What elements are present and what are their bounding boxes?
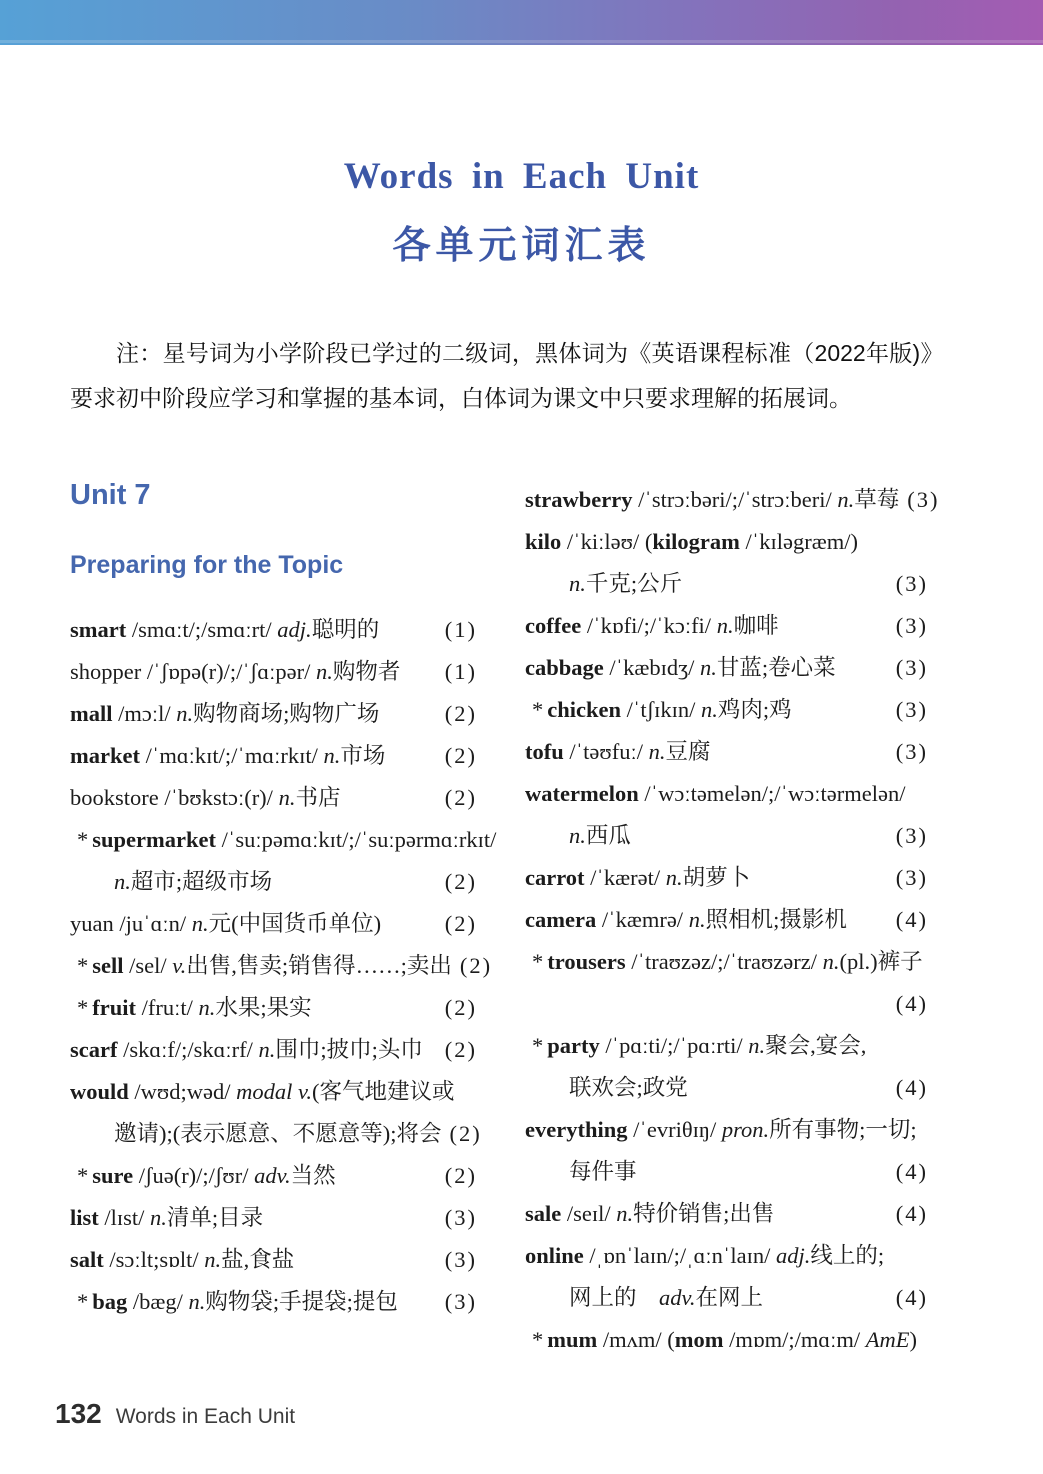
unit-page-ref: (3) — [895, 655, 928, 680]
unit-page-ref: (2) — [444, 743, 477, 768]
page-header-gradient-bar — [0, 0, 1043, 45]
page-title-block — [0, 155, 1043, 269]
unit-page-ref: (4) — [895, 1075, 928, 1100]
vocab-entry-line — [70, 693, 477, 735]
unit-page-ref: (3) — [895, 739, 928, 764]
vocab-entry-line — [525, 563, 928, 605]
vocab-entry-line — [70, 861, 477, 903]
vocab-entry-text: would /wʊd;wəd/ modal v.(客气地建议或 — [70, 1079, 455, 1104]
vocab-entry-text: * sure /ʃuə(r)/;/ʃʊr/ adv.当然 — [77, 1163, 336, 1188]
star-marker: * — [77, 1163, 89, 1188]
vocab-entry-line — [525, 899, 928, 941]
vocab-entry-text: list /lɪst/ n.清单;目录 — [70, 1205, 264, 1230]
star-marker: * — [532, 1033, 544, 1058]
unit-page-ref: (3) — [895, 571, 928, 596]
page-title-english: Words in Each Unit — [343, 156, 700, 197]
vocab-entry-line — [70, 1113, 482, 1155]
vocab-entry-text: 联欢会;政党 — [569, 1075, 688, 1100]
vocab-entry-line — [525, 605, 928, 647]
unit-page-ref: (2) — [449, 1121, 482, 1146]
vocab-column-left — [70, 609, 497, 1323]
unit-page-ref: (4) — [895, 1159, 928, 1184]
vocab-entry-line — [70, 819, 497, 861]
vocab-entry-text: salt /sɔːlt;sɒlt/ n.盐,食盐 — [70, 1247, 295, 1272]
vocab-entry-line — [70, 1029, 477, 1071]
vocab-column-left-wrap — [70, 479, 497, 1361]
vocab-entry-text: carrot /ˈkærət/ n.胡萝卜 — [525, 865, 751, 890]
unit-page-ref: (2) — [444, 1037, 477, 1062]
vocab-entry-text: n.超市;超级市场 — [114, 869, 273, 894]
vocab-entry-line — [525, 1319, 928, 1361]
vocab-entry-text: everything /ˈevriθɪŋ/ pron.所有事物;一切; — [525, 1117, 917, 1142]
unit-page-ref: (3) — [444, 1289, 477, 1314]
vocab-columns — [70, 479, 1043, 1361]
vocab-entry-line — [70, 987, 477, 1029]
vocab-entry-text: 网上的 adv.在网上 — [569, 1285, 763, 1310]
unit-page-ref: (3) — [444, 1247, 477, 1272]
vocab-entry-line — [70, 651, 477, 693]
unit-page-ref: (3) — [895, 823, 928, 848]
unit-page-ref: (3) — [444, 1205, 477, 1230]
vocab-entry-text: 每件事 — [569, 1159, 637, 1184]
page-footer — [55, 1398, 295, 1430]
star-marker: * — [77, 827, 89, 852]
vocab-entry-line — [525, 941, 928, 983]
vocab-entry-text: * mum /mʌm/ (mom /mɒm/;/mɑːm/ AmE) — [532, 1327, 918, 1352]
unit-page-ref: (3) — [895, 865, 928, 890]
vocab-entry-text: cabbage /ˈkæbɪdʒ/ n.甘蓝;卷心菜 — [525, 655, 836, 680]
page-title-chinese: 各单元词汇表 — [392, 225, 651, 267]
vocab-entry-line — [70, 903, 477, 945]
vocab-entry-text: online /ˌɒnˈlaɪn/;/ˌɑːnˈlaɪn/ adj.线上的; — [525, 1243, 885, 1268]
unit-page-ref: (1) — [444, 617, 477, 642]
section-heading: Preparing for the Topic — [70, 551, 344, 579]
star-marker: * — [532, 697, 544, 722]
vocab-entry-text: camera /ˈkæmrə/ n.照相机;摄影机 — [525, 907, 847, 932]
vocab-entry-text: * fruit /fruːt/ n.水果;果实 — [77, 995, 312, 1020]
vocab-entry-line — [525, 773, 928, 815]
vocab-entry-text: smart /smɑːt/;/smɑːrt/ adj.聪明的 — [70, 617, 380, 642]
vocab-entry-text: yuan /juˈɑːn/ n.元(中国货币单位) — [70, 911, 382, 936]
vocab-entry-text: market /ˈmɑːkɪt/;/ˈmɑːrkɪt/ n.市场 — [70, 743, 386, 768]
vocab-entry-line — [525, 1235, 928, 1277]
vocab-entry-line — [525, 857, 928, 899]
vocab-entry-text: mall /mɔːl/ n.购物商场;购物广场 — [70, 701, 380, 726]
vocab-entry-line — [525, 1109, 928, 1151]
page-number: 132 — [55, 1398, 102, 1429]
vocab-entry-line — [70, 609, 477, 651]
vocab-entry-line — [525, 731, 928, 773]
vocab-entry-text: * supermarket /ˈsuːpəmɑːkɪt/;/ˈsuːpərmɑːrkɪt/ — [77, 827, 497, 852]
footer-label: Words in Each Unit — [115, 1405, 296, 1428]
star-marker: * — [532, 1327, 544, 1352]
vocab-entry-line — [70, 945, 493, 987]
star-marker: * — [77, 1289, 89, 1314]
vocab-entry-line — [525, 983, 928, 1025]
vocab-entry-line — [525, 521, 928, 563]
unit-page-ref: (2) — [444, 1163, 477, 1188]
unit-page-ref: (4) — [895, 991, 928, 1016]
vocab-column-right — [525, 479, 940, 1361]
vocab-column-right-wrap — [525, 479, 940, 1361]
vocab-entry-line — [525, 647, 928, 689]
vocab-entry-line — [525, 479, 940, 521]
star-marker: * — [77, 953, 89, 978]
unit-page-ref: (4) — [895, 907, 928, 932]
vocab-entry-line — [525, 1025, 928, 1067]
vocab-entry-line — [525, 815, 928, 857]
unit-page-ref: (3) — [895, 697, 928, 722]
legend-note: 注：星号词为小学阶段已学过的二级词，黑体词为《英语课程标准（2022年版)》要求初中阶段应学习和掌握的基本词，白体词为课文中只要求理解的拓展词。 — [70, 340, 932, 411]
unit-page-ref: (3) — [907, 487, 940, 512]
unit-page-ref: (2) — [444, 701, 477, 726]
vocab-entry-line — [70, 1197, 477, 1239]
vocab-entry-text: scarf /skɑːf/;/skɑːrf/ n.围巾;披巾;头巾 — [70, 1037, 423, 1062]
vocab-entry-text: * bag /bæg/ n.购物袋;手提袋;提包 — [77, 1289, 398, 1314]
unit-page-ref: (2) — [444, 869, 477, 894]
vocab-entry-text: * trousers /ˈtraʊzəz/;/ˈtraʊzərz/ n.(pl.)裤子 — [532, 949, 923, 974]
vocab-entry-text: 邀请);(表示愿意、不愿意等);将会 — [114, 1121, 442, 1146]
vocab-entry-line — [525, 1277, 928, 1319]
vocab-entry-line — [525, 1151, 928, 1193]
vocab-entry-line — [525, 689, 928, 731]
vocab-entry-text: bookstore /ˈbʊkstɔː(r)/ n.书店 — [70, 785, 341, 810]
vocab-entry-line — [525, 1067, 928, 1109]
vocab-entry-text: coffee /ˈkɒfi/;/ˈkɔːfi/ n.咖啡 — [525, 613, 779, 638]
vocab-entry-line — [70, 1071, 477, 1113]
vocab-entry-text: tofu /ˈtəʊfuː/ n.豆腐 — [525, 739, 711, 764]
vocab-entry-text: watermelon /ˈwɔːtəmelən/;/ˈwɔːtərmelən/ — [525, 781, 906, 806]
unit-page-ref: (2) — [444, 785, 477, 810]
vocab-entry-text: * sell /sel/ v.出售,售卖;销售得……;卖出 — [77, 953, 452, 978]
vocab-entry-text: n.千克;公斤 — [569, 571, 683, 596]
unit-page-ref: (2) — [444, 911, 477, 936]
vocab-entry-text: shopper /ˈʃɒpə(r)/;/ˈʃɑːpər/ n.购物者 — [70, 659, 401, 684]
unit-heading: Unit 7 — [70, 479, 151, 511]
unit-page-ref: (1) — [444, 659, 477, 684]
unit-page-ref: (2) — [444, 995, 477, 1020]
vocab-entry-line — [70, 1239, 477, 1281]
star-marker: * — [532, 949, 544, 974]
unit-page-ref: (4) — [895, 1285, 928, 1310]
vocab-entry-text: * party /ˈpɑːti/;/ˈpɑːrti/ n.聚会,宴会, — [532, 1033, 867, 1058]
vocab-entry-line — [70, 735, 477, 777]
vocab-entry-text: sale /seɪl/ n.特价销售;出售 — [525, 1201, 775, 1226]
vocab-entry-line — [70, 777, 477, 819]
vocab-entry-text: strawberry /ˈstrɔːbəri/;/ˈstrɔːberi/ n.草莓 — [525, 487, 900, 512]
unit-page-ref: (4) — [895, 1201, 928, 1226]
vocab-entry-line — [70, 1155, 477, 1197]
vocab-entry-text: kilo /ˈkiːləʊ/ (kilogram /ˈkɪləgræm/) — [525, 529, 858, 554]
unit-page-ref: (3) — [895, 613, 928, 638]
vocab-entry-text: * chicken /ˈtʃɪkɪn/ n.鸡肉;鸡 — [532, 697, 792, 722]
star-marker: * — [77, 995, 89, 1020]
vocab-entry-line — [525, 1193, 928, 1235]
vocab-entry-text: n.西瓜 — [569, 823, 631, 848]
vocab-entry-line — [70, 1281, 477, 1323]
unit-page-ref: (2) — [459, 953, 493, 978]
